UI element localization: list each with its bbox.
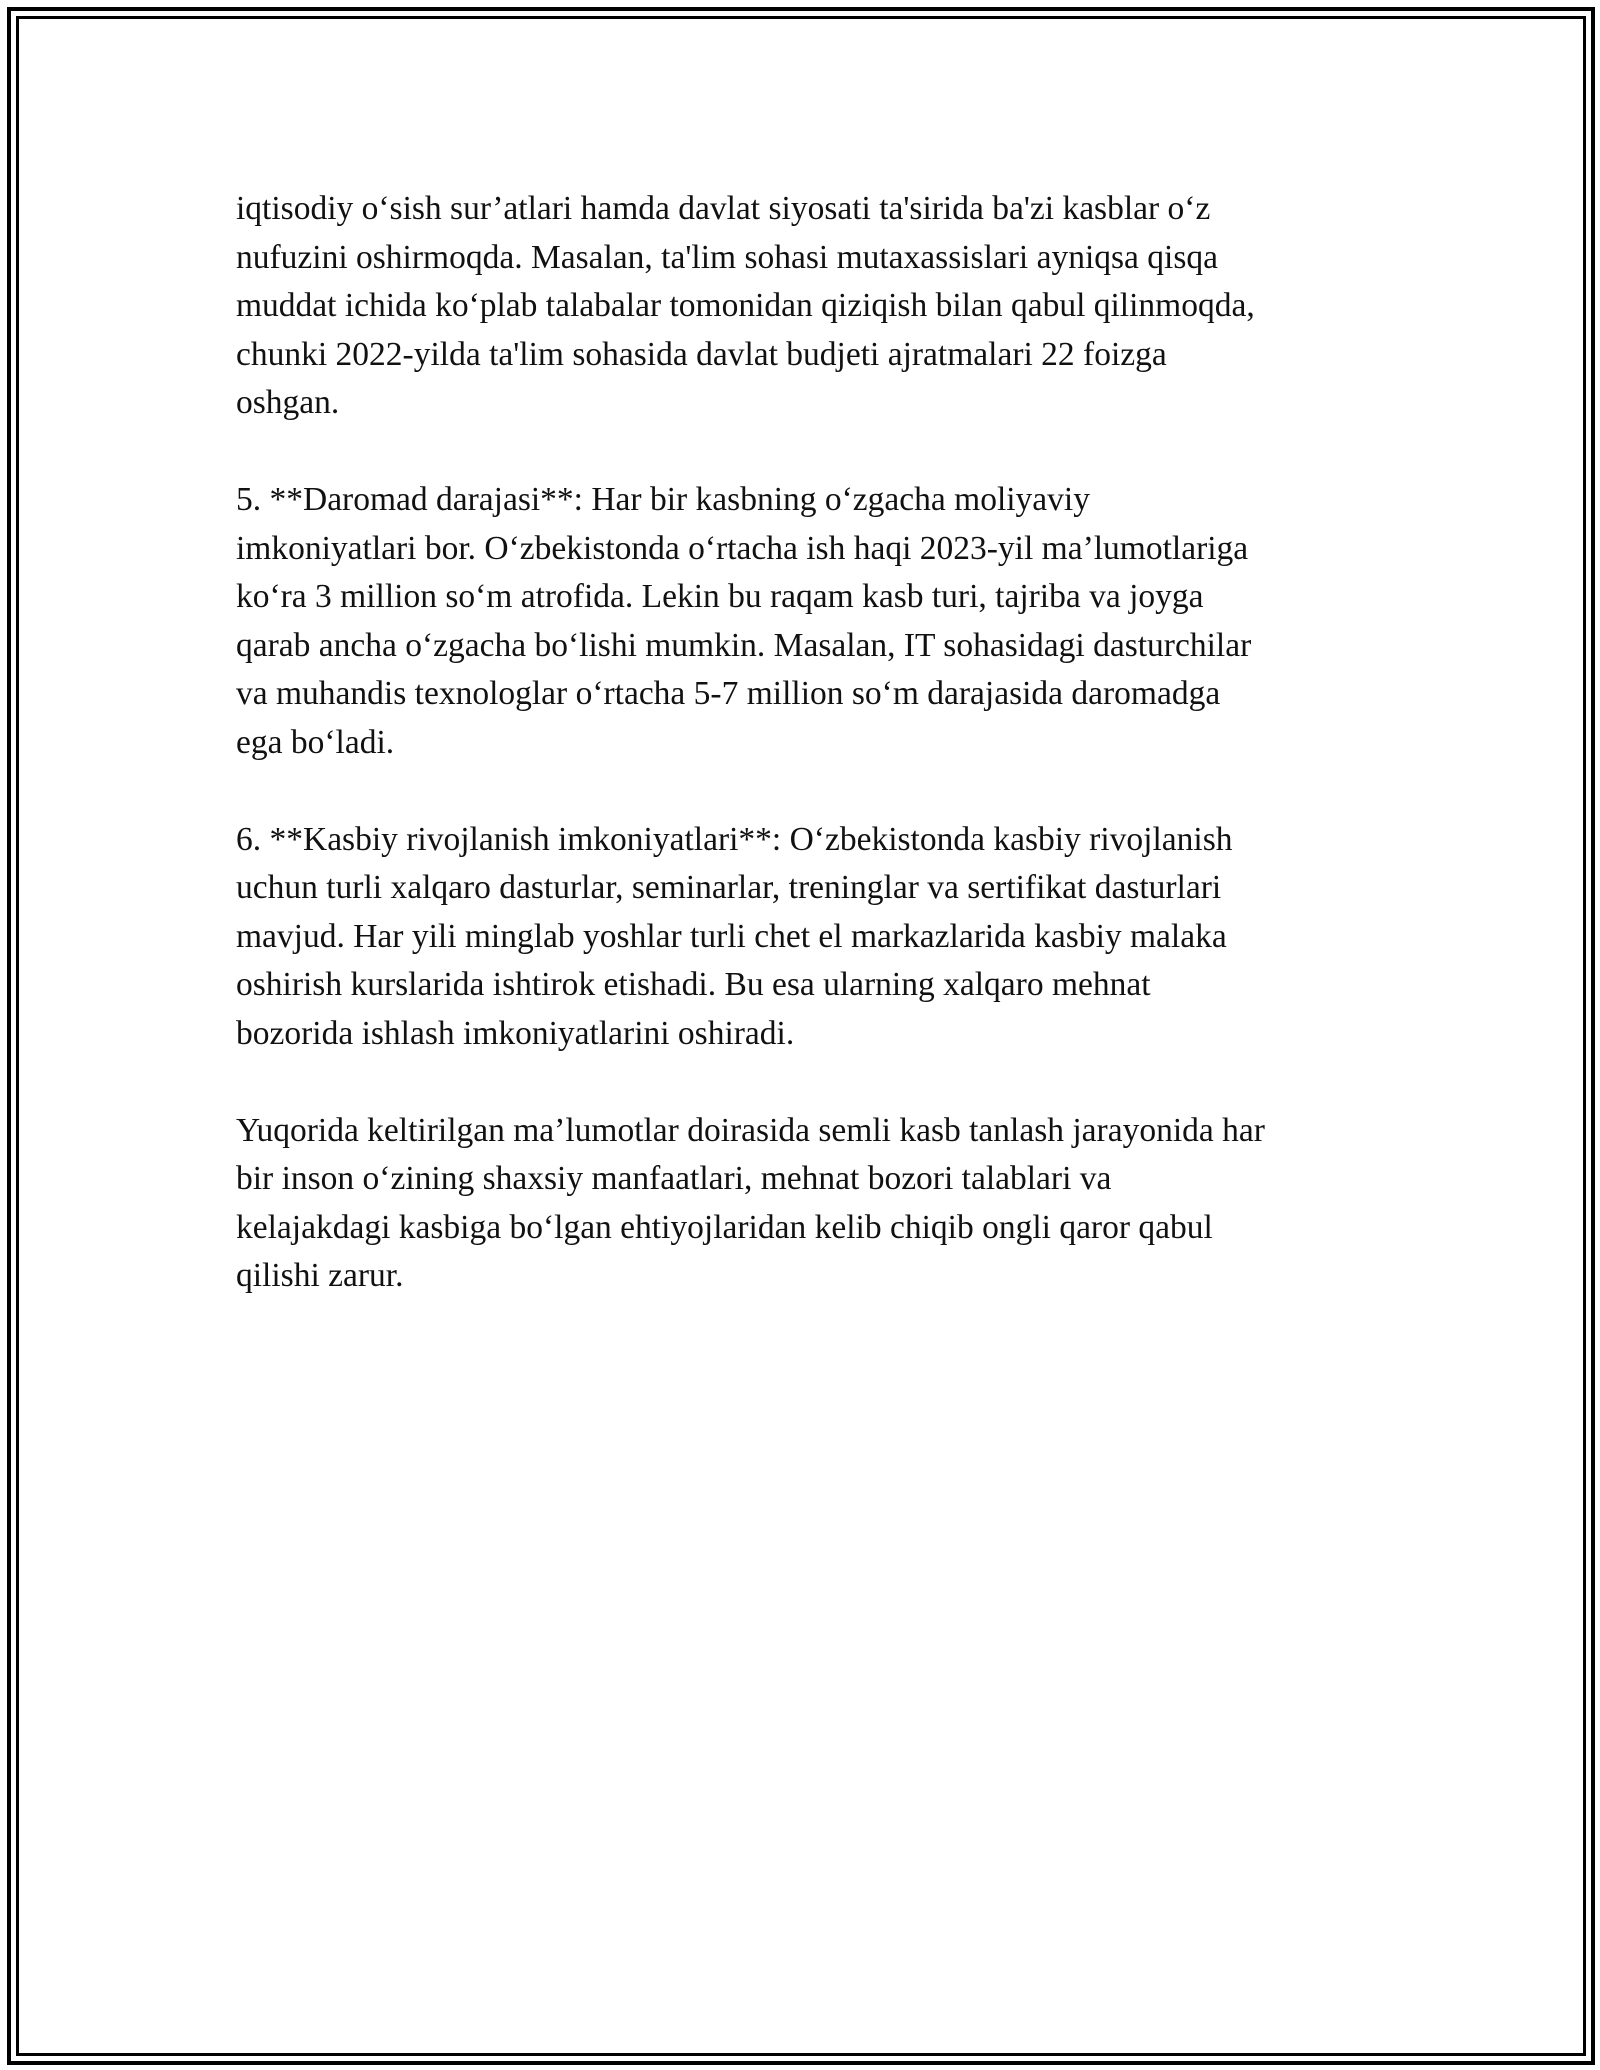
document-body bbox=[236, 185, 1406, 1349]
text-line: oshirish kurslarida ishtirok etishadi. Bu esa ularning xalqaro mehnat bbox=[236, 966, 1151, 1003]
paragraph-career-development bbox=[236, 816, 1406, 1059]
text-line: qarab ancha o‘zgacha bo‘lishi mumkin. Masalan, IT sohasidagi dasturchilar bbox=[236, 626, 1252, 664]
text-line: Yuqorida keltirilgan ma’lumotlar doirasida semli kasb tanlash jarayonida har bbox=[236, 1111, 1265, 1149]
text-line: kelajakdagi kasbiga bo‘lgan ehtiyojlaridan kelib chiqib ongli qaror qabul bbox=[236, 1208, 1213, 1246]
text-line: uchun turli xalqaro dasturlar, seminarlar, treninglar va sertifikat dasturlari bbox=[236, 869, 1222, 906]
paragraph-conclusion bbox=[236, 1107, 1406, 1301]
text-line: ko‘ra 3 million so‘m atrofida. Lekin bu raqam kasb turi, tajriba va joyga bbox=[236, 578, 1204, 615]
text-line: nufuzini oshirmoqda. Masalan, ta'lim sohasi mutaxassislari ayniqsa qisqa bbox=[236, 238, 1219, 276]
text-line: imkoniyatlari bor. O‘zbekistonda o‘rtacha ish haqi 2023-yil ma’lumotlariga bbox=[236, 529, 1249, 567]
text-line: bir inson o‘zining shaxsiy manfaatlari, mehnat bozori talablari va bbox=[236, 1160, 1112, 1197]
paragraph-income-level bbox=[236, 476, 1406, 767]
text-line: ega bo‘ladi. bbox=[236, 723, 395, 761]
text-line: oshgan. bbox=[236, 384, 340, 421]
text-line: 6. **Kasbiy rivojlanish imkoniyatlari**: O‘zbekistonda kasbiy rivojlanish bbox=[236, 820, 1233, 858]
text-line: iqtisodiy o‘sish sur’atlari hamda davlat siyosati ta'sirida ba'zi kasblar o‘z bbox=[236, 190, 1211, 227]
text-line: va muhandis texnologlar o‘rtacha 5-7 million so‘m darajasida daromadga bbox=[236, 675, 1221, 712]
text-line: bozorida ishlash imkoniyatlarini oshiradi. bbox=[236, 1014, 795, 1052]
text-line: 5. **Daromad darajasi**: Har bir kasbning o‘zgacha moliyaviy bbox=[236, 481, 1090, 518]
text-line: chunki 2022-yilda ta'lim sohasida davlat budjeti ajratmalari 22 foizga bbox=[236, 335, 1167, 373]
text-line: qilishi zarur. bbox=[236, 1257, 404, 1294]
paragraph-intro bbox=[236, 185, 1406, 428]
text-line: mavjud. Har yili minglab yoshlar turli chet el markazlarida kasbiy malaka bbox=[236, 917, 1227, 955]
text-line: muddat ichida ko‘plab talabalar tomonidan qiziqish bilan qabul qilinmoqda, bbox=[236, 287, 1255, 324]
